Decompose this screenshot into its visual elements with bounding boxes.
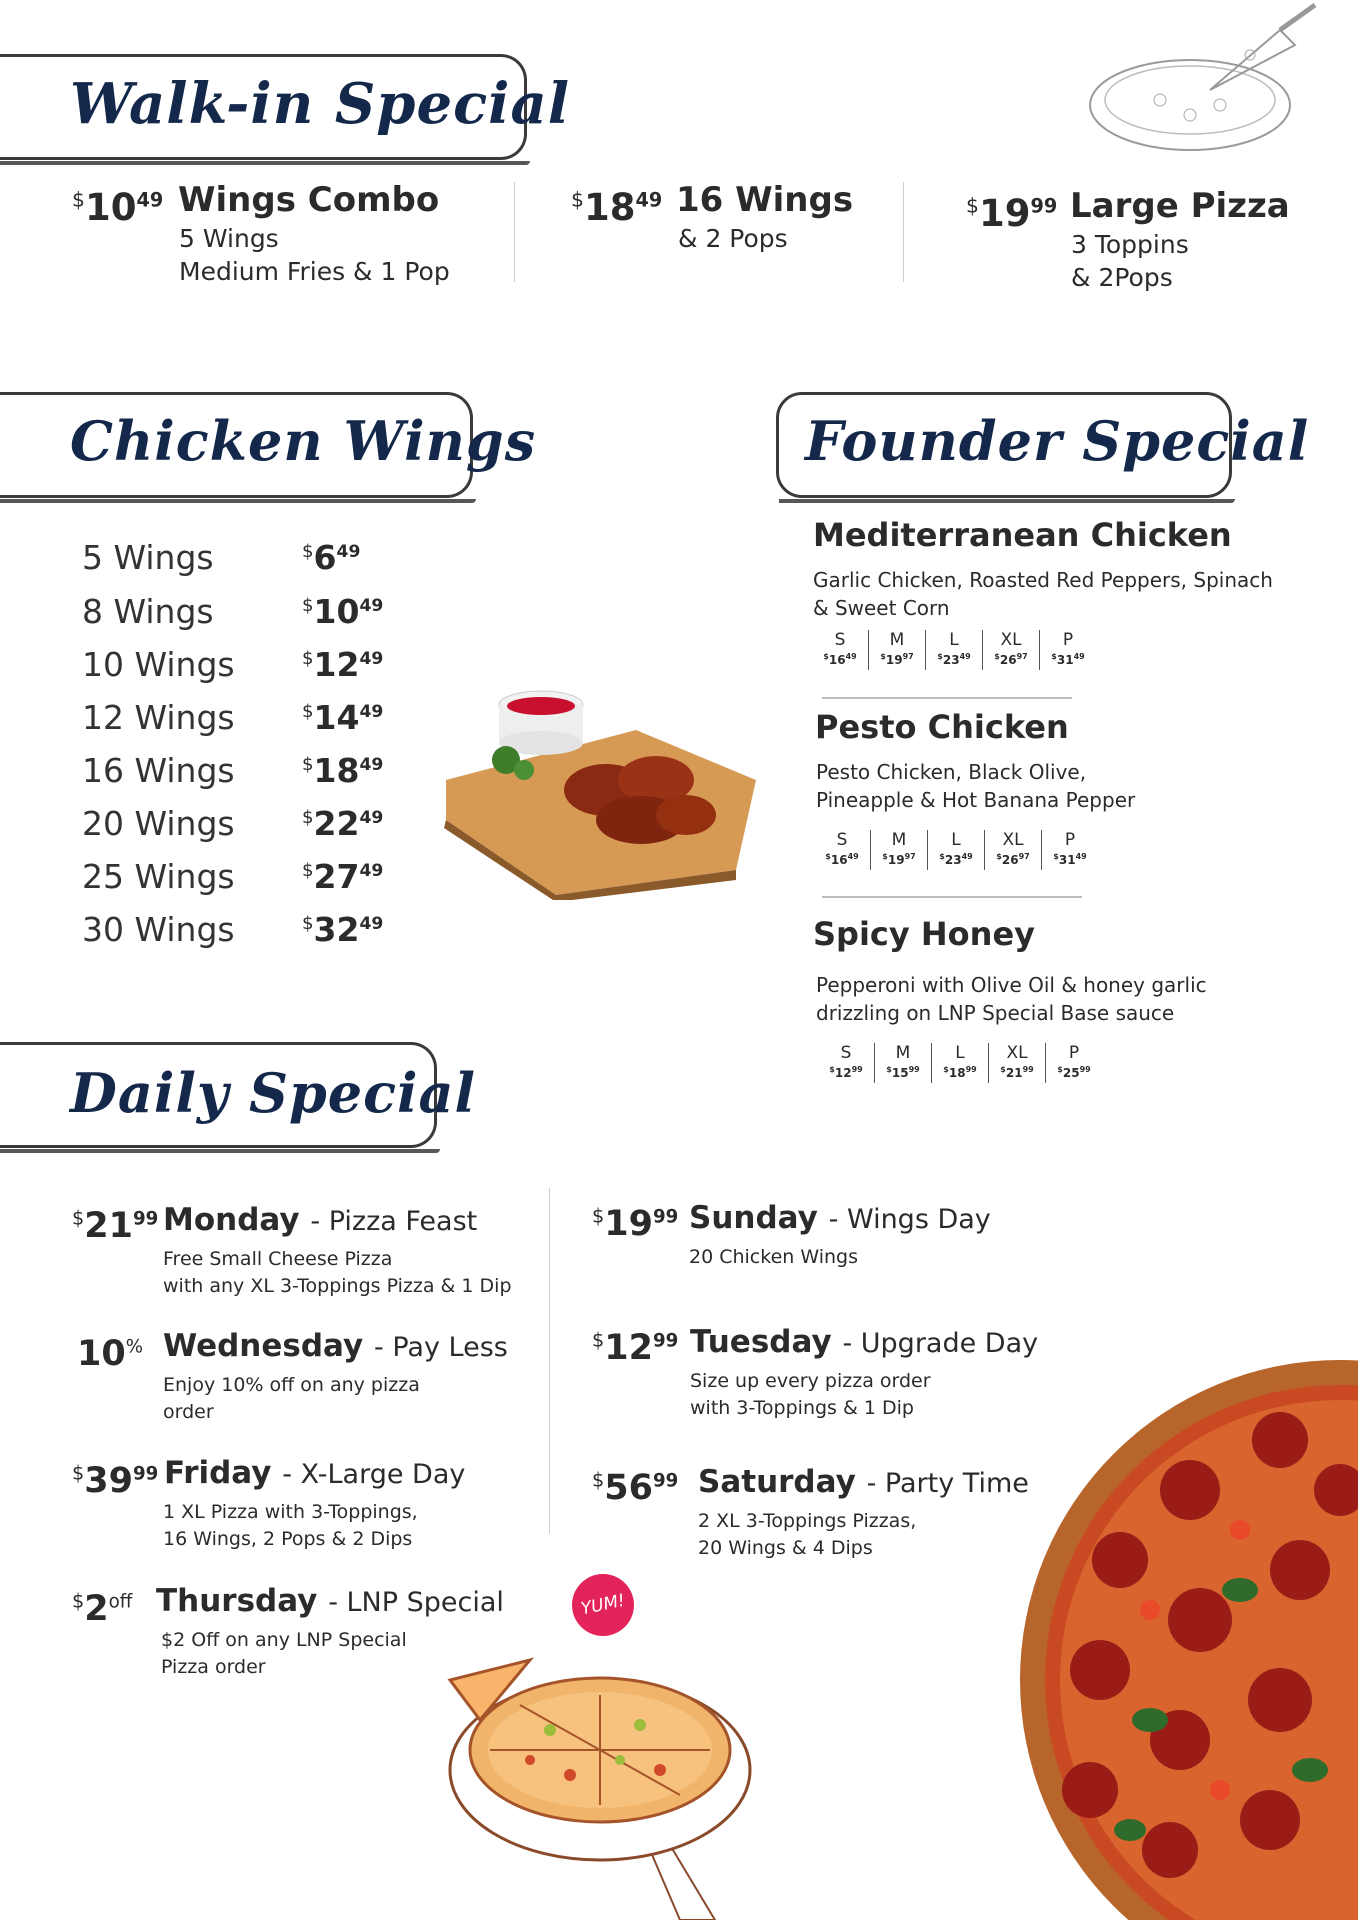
size-cell: L $^{\$}23^{49}$ [928,830,985,870]
walk-in-item-line: & 2 Pops [678,224,788,253]
daily-price: $^{\$}2^{off}$ [72,1589,133,1629]
wing-price: $^{\$}32^{49}$ [302,910,384,949]
founder-item-line: drizzling on LNP Special Base sauce [816,1001,1175,1025]
pepperoni-pizza-photo [1010,1350,1358,1920]
size-price-grid [812,630,1096,670]
wing-count: 10 Wings [82,645,235,684]
wing-price: $^{\$}14^{49}$ [302,698,384,737]
size-cell: XL $^{\$}26^{97}$ [985,830,1042,870]
founder-item-line: Pineapple & Hot Banana Pepper [816,788,1136,812]
wing-price: $^{\$}10^{49}$ [302,592,384,631]
wing-count: 16 Wings [82,751,235,790]
daily-desc: 20 Chicken Wings [689,1246,858,1268]
founder-item-line: Pesto Chicken, Black Olive, [816,760,1087,784]
divider [903,182,904,282]
founder-item-title: Spicy Honey [813,915,1035,953]
size-cell: P $^{\$}31^{49}$ [1051,630,1085,667]
daily-desc: $2 Off on any LNP Special [161,1629,407,1651]
daily-special-title: Daily Special [70,1061,477,1125]
walk-in-price: $^{\$}10^{49}$ [72,186,164,229]
daily-desc: with 3-Toppings & 1 Dip [690,1397,914,1419]
daily-desc: with any XL 3-Toppings Pizza & 1 Dip [163,1275,512,1297]
daily-price: $^{\$}21^{99}$ [72,1206,159,1246]
walk-in-banner [0,54,570,160]
wing-count: 25 Wings [82,857,235,896]
wing-price: $^{\$}6^{49}$ [302,538,361,577]
daily-desc: Pizza order [161,1656,266,1678]
size-cell: L $^{\$}18^{99}$ [932,1043,989,1083]
walk-in-item-title: Wings Combo [178,180,440,220]
size-cell: P $^{\$}31^{49}$ [1053,830,1087,867]
founder-special-title: Founder Special [805,409,1310,473]
daily-price: $^{\$}56^{99}$ [592,1468,679,1508]
walk-in-price: $^{\$}19^{99}$ [966,192,1058,235]
size-price-grid [814,830,1098,870]
founder-special-banner [776,392,1310,498]
walk-in-title: Walk-in Special [70,71,570,137]
wing-price: $^{\$}18^{49}$ [302,751,384,790]
founder-item-line: Garlic Chicken, Roasted Red Peppers, Spinach [813,568,1273,592]
pizza-paddle-illustration [440,1640,770,1920]
size-cell: P $^{\$}25^{99}$ [1057,1043,1091,1080]
daily-desc: Free Small Cheese Pizza [163,1248,393,1270]
daily-desc: 20 Wings & 4 Dips [698,1537,873,1559]
daily-desc: order [163,1401,214,1423]
size-cell: S $^{\$}12^{99}$ [818,1043,875,1083]
wing-count: 5 Wings [82,538,214,577]
size-cell: L $^{\$}23^{49}$ [926,630,983,670]
walk-in-item-line: 3 Toppins [1071,230,1189,259]
walk-in-item-line: & 2Pops [1071,263,1173,292]
daily-desc: Enjoy 10% off on any pizza [163,1374,420,1396]
daily-day-title: Saturday - Party Time [698,1464,1029,1500]
daily-day-title: Wednesday - Pay Less [163,1328,508,1364]
walk-in-item-title: 16 Wings [676,180,854,220]
wing-count: 20 Wings [82,804,235,843]
daily-day-title: Thursday - LNP Special [156,1583,504,1619]
walk-in-price: $^{\$}18^{49}$ [571,186,663,229]
founder-item-line: Pepperoni with Olive Oil & honey garlic [816,973,1207,997]
founder-item-title: Pesto Chicken [815,708,1069,746]
size-cell: S $^{\$}16^{49}$ [812,630,869,670]
divider [822,896,1082,898]
daily-day-title: Friday - X-Large Day [164,1455,466,1491]
yum-badge-text: YUM! [579,1590,627,1620]
daily-desc: 1 XL Pizza with 3-Toppings, [163,1501,418,1523]
size-price-grid [818,1043,1102,1083]
wing-price: $^{\$}22^{49}$ [302,804,384,843]
daily-desc: 16 Wings, 2 Pops & 2 Dips [163,1528,413,1550]
list-item [82,538,412,586]
daily-special-banner [0,1042,477,1148]
size-cell: XL $^{\$}21^{99}$ [989,1043,1046,1083]
founder-item-title: Mediterranean Chicken [813,516,1232,554]
divider [549,1188,550,1534]
size-cell: M $^{\$}19^{97}$ [871,830,928,870]
chicken-wings-banner [0,392,537,498]
divider [514,182,515,282]
founder-item-line: & Sweet Corn [813,596,950,620]
wing-count: 12 Wings [82,698,235,737]
divider [822,697,1072,699]
size-cell: S $^{\$}16^{49}$ [814,830,871,870]
wing-count: 30 Wings [82,910,235,949]
daily-desc: Size up every pizza order [690,1370,931,1392]
yum-badge [566,1568,640,1642]
daily-price: $^{\$}19^{99}$ [592,1204,679,1244]
daily-desc: 2 XL 3-Toppings Pizzas, [698,1510,917,1532]
size-cell: XL $^{\$}26^{97}$ [983,630,1040,670]
wing-price: $^{\$}12^{49}$ [302,645,384,684]
pizza-sketch-illustration [1080,0,1320,160]
chicken-wings-photo [436,670,756,900]
list-item [82,857,412,905]
list-item [82,592,412,640]
list-item [82,910,412,958]
size-cell: M $^{\$}19^{97}$ [869,630,926,670]
list-item [82,804,412,852]
walk-in-item-line: 5 Wings [179,224,279,253]
list-item [82,698,412,746]
daily-day-title: Monday - Pizza Feast [163,1202,478,1238]
walk-in-item-title: Large Pizza [1070,186,1290,226]
chicken-wings-title: Chicken Wings [70,409,537,473]
daily-price: $^{\$}12^{99}$ [592,1328,679,1368]
list-item [82,751,412,799]
wing-price: $^{\$}27^{49}$ [302,857,384,896]
daily-day-title: Sunday - Wings Day [689,1200,991,1236]
size-cell: M $^{\$}15^{99}$ [875,1043,932,1083]
daily-day-title: Tuesday - Upgrade Day [690,1324,1039,1360]
daily-price: 10% [77,1334,144,1374]
wing-count: 8 Wings [82,592,214,631]
daily-price: $^{\$}39^{99}$ [72,1461,159,1501]
walk-in-item-line: Medium Fries & 1 Pop [179,257,450,286]
list-item [82,645,412,693]
